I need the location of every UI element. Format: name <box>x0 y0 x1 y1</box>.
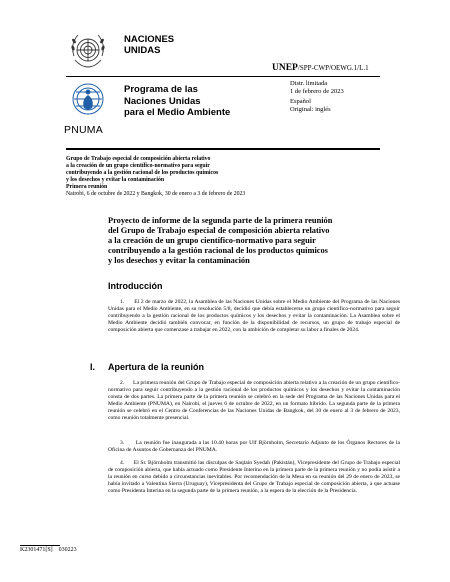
symbol-rest: /SPP-CWP/OEWG.1/L.1 <box>297 64 369 72</box>
paragraph-4-number: 4. <box>120 460 125 466</box>
paragraph-2-text: La primera reunión del Grupo de Trabajo especial de composición abierta relativo a la creación de un grupo científico-normativo para seguir contribuyendo a la gestión racional de los productos químicos y los desechos y evitar la contaminación consta de dos partes. La primera parte de la primera reunión se celebró en la sede del Programa de las Naciones Unidas para el Medio Ambiente (PNUMA), en Nairobi, el jueves 6 de octubre de 2022, en un formato híbrido. La segunda parte de la primera reunión se celebró en el Centro de Conferencias de las Naciones Unidas de Bangkok, del 30 de enero al 3 de febrero de 2023, como reunión totalmente presencial. <box>108 380 400 421</box>
paragraph-2-number: 2. <box>120 380 125 386</box>
original-language: Original: inglés <box>290 106 331 113</box>
org-name-line1: NACIONES <box>124 34 175 45</box>
program-name <box>124 84 230 119</box>
title-line3: a la creación de un grupo científico-normativo para seguir <box>108 236 316 245</box>
title-line1: Proyecto de informe de la segunda parte de la primera reunión <box>108 216 333 225</box>
document-title <box>108 216 398 266</box>
paragraph-2 <box>108 380 400 422</box>
distribution: Distr. limitada <box>290 80 328 87</box>
meeting-line2: a la creación de un grupo científico-normativo para seguir <box>66 163 210 169</box>
org-name <box>124 34 174 56</box>
paragraph-4-text: El Sr. Björnholm transmitió las disculpas de Saqlain Syedah (Pakistán), Vicepresidente del Grupo de Trabajo especial de composición abierta, que había actuado como Presidente Interino en la primera parte de la primera reunión y no podía asistir a la reunión en curso debido a circunstancias inevitables. Por recomendación de la Mesa en su reunión del 29 de enero de 2023, se había invitado a Valentina Sierra (Uruguay), Vicepresidenta del Grupo de Trabajo especial de composición abierta, a que actuase como Presidenta Interina en la segunda parte de la primera reunión, a la espera de la elección de la Presidencia. <box>108 460 400 494</box>
distribution-info <box>290 80 344 96</box>
intro-heading: Introducción <box>108 281 163 291</box>
language-info <box>290 98 331 114</box>
paragraph-1-number: 1. <box>120 299 125 305</box>
meeting-session: Primera reunión <box>66 184 108 190</box>
title-line5: y los desechos y evitar la contaminación <box>108 256 250 265</box>
program-line3: para el Medio Ambiente <box>124 107 231 118</box>
org-name-line2: UNIDAS <box>124 45 161 56</box>
document-date: 1 de febrero de 2023 <box>290 88 344 95</box>
footer-rule <box>20 545 60 546</box>
section-1-heading: Apertura de la reunión <box>108 362 205 372</box>
paragraph-3-text: La reunión fue inaugurada a las 10.40 horas por Ulf Björnholm, Secretario Adjunto de los Órganos Rectores de la Oficina de Asuntos de Gobernanza del PNUMA. <box>108 440 400 453</box>
meeting-line4: y los desechos y evitar la contaminación <box>66 177 165 183</box>
symbol-main: UNEP <box>272 63 298 73</box>
meeting-line3: contribuyendo a la gestión racional de los productos químicos <box>66 170 219 176</box>
meeting-info <box>66 156 366 198</box>
program-line1: Programa de las <box>124 84 198 95</box>
title-line2: del Grupo de Trabajo especial de composición abierta relativo <box>108 226 330 235</box>
job-number: K2301471[S] 030223 <box>20 547 77 553</box>
unep-logo-icon <box>66 80 110 128</box>
thick-rule <box>66 148 380 150</box>
language: Español <box>290 98 311 105</box>
paragraph-4 <box>108 460 400 495</box>
paragraph-1 <box>108 299 400 334</box>
meeting-place-dates: Nairobi, 6 de octubre de 2022 y Bangkok, 30 de enero a 3 de febrero de 2023 <box>66 191 246 197</box>
meeting-line1: Grupo de Trabajo especial de composición abierta relativo <box>66 156 211 162</box>
section-1-number: I. <box>90 362 96 372</box>
document-symbol <box>272 63 369 73</box>
un-emblem-icon <box>66 30 110 74</box>
title-line4: contribuyendo a la gestión racional de los productos químicos <box>108 246 328 255</box>
pnuma-logo-text: PNUMA <box>64 124 103 136</box>
paragraph-1-text: El 2 de marzo de 2022, la Asamblea de las Naciones Unidas sobre el Medio Ambiente del Programa de las Naciones Unidas para el Medio Ambiente, en su resolución 5/8, decidió que debía establecerse un grupo científico-normativo para seguir contribuyendo a la gestión racional de los productos químicos y los desechos y evitar la contaminación. La Asamblea sobre el Medio Ambiente decidió también convocar, en función de la disponibilidad de recursos, un grupo de trabajo especial de composición abierta que comenzase a trabajar en 2022, con la ambición de completar su labor a finales de 2024. <box>108 299 400 333</box>
header-rule <box>66 76 380 77</box>
paragraph-3-number: 3. <box>120 440 125 446</box>
program-line2: Naciones Unidas <box>124 95 201 107</box>
paragraph-3 <box>108 440 400 454</box>
